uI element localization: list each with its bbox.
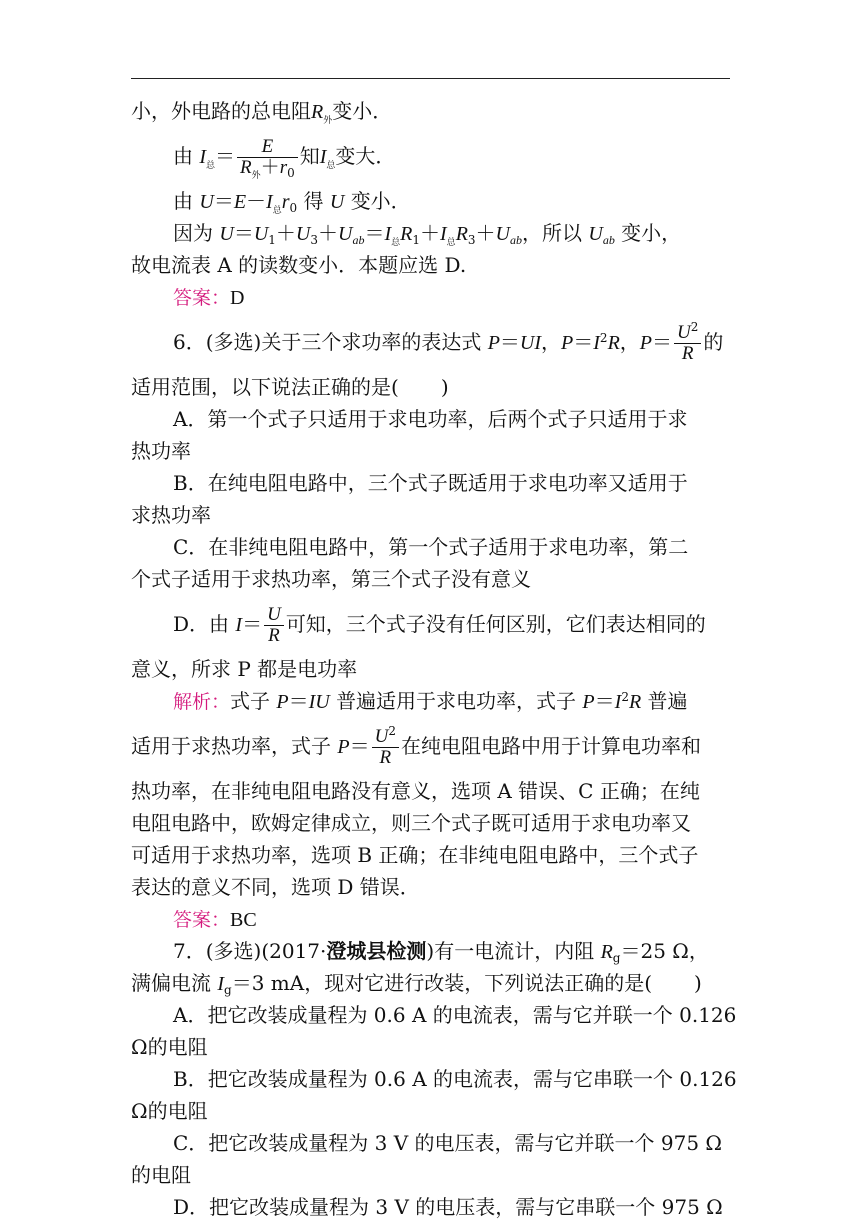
q6-option-c-line-1: C．在非纯电阻电路中，第一个式子适用于求电功率，第二 bbox=[173, 535, 689, 559]
q6-explanation-line-1: 解析：式子 P＝IU 普遍适用于求电功率，式子 $P=I^2R$ 普遍 bbox=[173, 689, 688, 713]
q6-explanation-line-6: 表达的意义不同，选项 D 错误． bbox=[131, 875, 420, 899]
fraction-u-over-r: $\frac{U}{R}$ bbox=[264, 605, 284, 646]
q6-option-d-line-2: 意义，所求 P 都是电功率 bbox=[131, 657, 358, 681]
fraction-u2-over-r-2: $\frac{U^2}{R}$ bbox=[372, 727, 399, 768]
document-body bbox=[131, 95, 737, 1223]
q6-option-b-line-2: 求热功率 bbox=[131, 503, 211, 527]
q6-option-c-line-2: 个式子适用于求热功率，第三个式子没有意义 bbox=[131, 567, 531, 591]
q6-stem-line-2: 适用范围，以下说法正确的是( ) bbox=[131, 375, 449, 399]
q6-option-d-line-1: D．由 I＝ $\frac{U}{R}$ 可知，三个式子没有任何区别，它们表达相同的 bbox=[173, 604, 706, 646]
q6-option-a-line-2: 热功率 bbox=[131, 439, 191, 463]
q7-option-c-line-2: 的电阻 bbox=[131, 1163, 191, 1187]
fraction-e-over-r: $\frac{E}{R_外+r_0}$ bbox=[237, 137, 298, 178]
q7-option-a-line-1: A．把它改装成量程为 0.6 A 的电流表，需与它并联一个 0.126 bbox=[173, 1003, 737, 1027]
solution-line-4: 因为 $U=U_1+U_3+U_{ab}=I_总R_1+I_总R_3+U_{ab}$，所以 $U_{ab}$ 变小， bbox=[173, 221, 682, 248]
solution-line-3: 由 $U=E-I_总r_0$ 得 U 变小． bbox=[173, 189, 411, 216]
fraction-u2-over-r: $\frac{U^2}{R}$ bbox=[674, 323, 701, 364]
answer-label: 答案： bbox=[173, 909, 231, 931]
q6-stem-line-1: 6．(多选)关于三个求功率的表达式 P＝UI，$P=I^2R$，P＝ $\frac{U^2}{R}$ 的 bbox=[173, 320, 724, 364]
q6-explanation-line-4: 电阻电路中，欧姆定律成立，则三个式子既可适用于求电功率又 bbox=[131, 811, 691, 835]
solution-line-1: 小，外电路的总电阻$R_外$变小． bbox=[131, 99, 393, 126]
answer-q5: 答案：D bbox=[173, 287, 245, 309]
q7-option-c-line-1: C．把它改装成量程为 3 V 的电压表，需与它并联一个 975 Ω bbox=[173, 1131, 723, 1155]
q6-explanation-line-5: 可适用于求热功率，选项 B 正确；在非纯电阻电路中，三个式子 bbox=[131, 843, 699, 867]
q6-option-a-line-1: A．第一个式子只适用于求电功率，后两个式子只适用于求 bbox=[173, 407, 688, 431]
q6-explanation-line-2: 适用于求热功率，式子 P＝ $\frac{U^2}{R}$ 在纯电阻电路中用于计算电功率和 bbox=[131, 724, 701, 768]
q7-stem-line-2: 满偏电流 $I_g=3$ mA，现对它进行改装，下列说法正确的是( ) bbox=[131, 971, 702, 997]
explanation-label: 解析： bbox=[173, 691, 231, 713]
solution-line-2: 由 $I_总=$ $\frac{E}{R_外+r_0}$ 知$I_总$变大． bbox=[173, 136, 396, 181]
q7-option-a-line-2: Ω的电阻 bbox=[131, 1035, 208, 1059]
q7-stem-line-1: 7．(多选)(2017·澄城县检测)有一电流计，内阻 $R_g=25$ Ω， bbox=[173, 939, 709, 965]
answer-q6: 答案：BC bbox=[173, 909, 257, 931]
solution-line-5: 故电流表 A 的读数变小．本题应选 D. bbox=[131, 253, 467, 277]
q6-option-b-line-1: B．在纯电阻电路中，三个式子既适用于求电功率又适用于 bbox=[173, 471, 688, 495]
q7-option-d-line-1: D．把它改装成量程为 3 V 的电压表，需与它串联一个 975 Ω bbox=[173, 1195, 723, 1219]
q7-option-b-line-1: B．把它改装成量程为 0.6 A 的电流表，需与它串联一个 0.126 bbox=[173, 1067, 737, 1091]
q6-explanation-line-3: 热功率，在非纯电阻电路没有意义，选项 A 错误、C 正确；在纯 bbox=[131, 779, 700, 803]
answer-label: 答案： bbox=[173, 287, 231, 309]
header-rule bbox=[131, 78, 730, 79]
q7-option-b-line-2: Ω的电阻 bbox=[131, 1099, 208, 1123]
